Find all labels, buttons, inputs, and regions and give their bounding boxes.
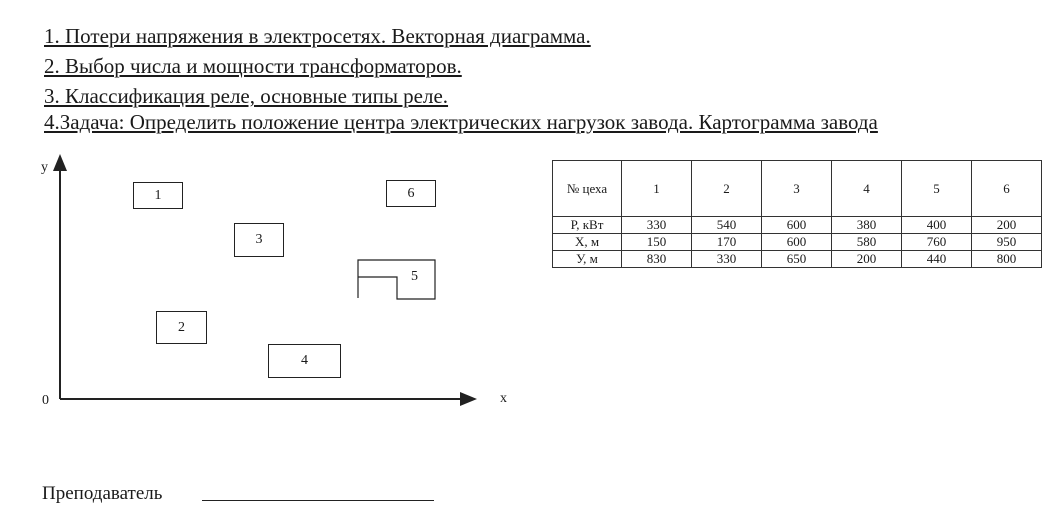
table-cell: 950 bbox=[972, 234, 1042, 251]
question-1: 1. Потери напряжения в электросетях. Векторная диаграмма. bbox=[44, 24, 591, 48]
row-label: Р, кВт bbox=[553, 217, 622, 234]
x-axis-arrow bbox=[460, 392, 477, 406]
table-cell: 440 bbox=[902, 251, 972, 268]
workshop-1 bbox=[133, 182, 183, 209]
y-axis-arrow bbox=[53, 154, 67, 171]
table-cell: 170 bbox=[692, 234, 762, 251]
row-label: У, м bbox=[553, 251, 622, 268]
table-cell: 650 bbox=[762, 251, 832, 268]
workshop-3 bbox=[234, 223, 284, 257]
teacher-signature-label: Преподаватель bbox=[42, 483, 163, 504]
question-3: 3. Классификация реле, основные типы реле. bbox=[44, 84, 449, 108]
header-cell: 6 bbox=[972, 161, 1042, 217]
header-cell: 5 bbox=[902, 161, 972, 217]
table-cell: 600 bbox=[762, 234, 832, 251]
x-axis-label: x bbox=[500, 391, 507, 406]
origin-label: 0 bbox=[42, 393, 49, 408]
header-label-cell: № цеха bbox=[553, 161, 622, 217]
signature-line bbox=[202, 500, 434, 501]
header-cell: 2 bbox=[692, 161, 762, 217]
workshop-2 bbox=[156, 311, 207, 344]
question-2: 2. Выбор числа и мощности трансформаторов. bbox=[44, 54, 462, 78]
workshop-4 bbox=[268, 344, 341, 378]
table-cell: 200 bbox=[972, 217, 1042, 234]
table-cell: 150 bbox=[622, 234, 692, 251]
table-row-y bbox=[553, 251, 1042, 268]
workshop-6-label: 6 bbox=[407, 185, 415, 201]
workshop-1-label: 1 bbox=[154, 187, 162, 203]
header-cell: 1 bbox=[622, 161, 692, 217]
table-cell: 400 bbox=[902, 217, 972, 234]
workshop-3-label: 3 bbox=[255, 232, 263, 247]
row-label: Х, м bbox=[553, 234, 622, 251]
table-cell: 800 bbox=[972, 251, 1042, 268]
table-cell: 330 bbox=[692, 251, 762, 268]
header-cell: 4 bbox=[832, 161, 902, 217]
workshop-6 bbox=[386, 180, 436, 207]
table-cell: 580 bbox=[832, 234, 902, 251]
table-header-row bbox=[553, 161, 1042, 217]
table-row-x bbox=[553, 234, 1042, 251]
y-axis-label: y bbox=[41, 160, 48, 175]
workshop-5-label: 5 bbox=[411, 269, 418, 284]
workshop-4-label: 4 bbox=[301, 353, 308, 368]
table-row-power bbox=[553, 217, 1042, 234]
table-cell: 540 bbox=[692, 217, 762, 234]
workshop-5 bbox=[357, 259, 437, 301]
question-4: 4.Задача: Определить положение центра электрических нагрузок завода. Картограмма завода bbox=[44, 110, 878, 134]
table-cell: 200 bbox=[832, 251, 902, 268]
table-cell: 830 bbox=[622, 251, 692, 268]
table-cell: 760 bbox=[902, 234, 972, 251]
table-cell: 330 bbox=[622, 217, 692, 234]
workshop-data-table bbox=[552, 160, 1042, 268]
table-cell: 600 bbox=[762, 217, 832, 234]
header-cell: 3 bbox=[762, 161, 832, 217]
workshop-2-label: 2 bbox=[178, 319, 185, 335]
table-cell: 380 bbox=[832, 217, 902, 234]
